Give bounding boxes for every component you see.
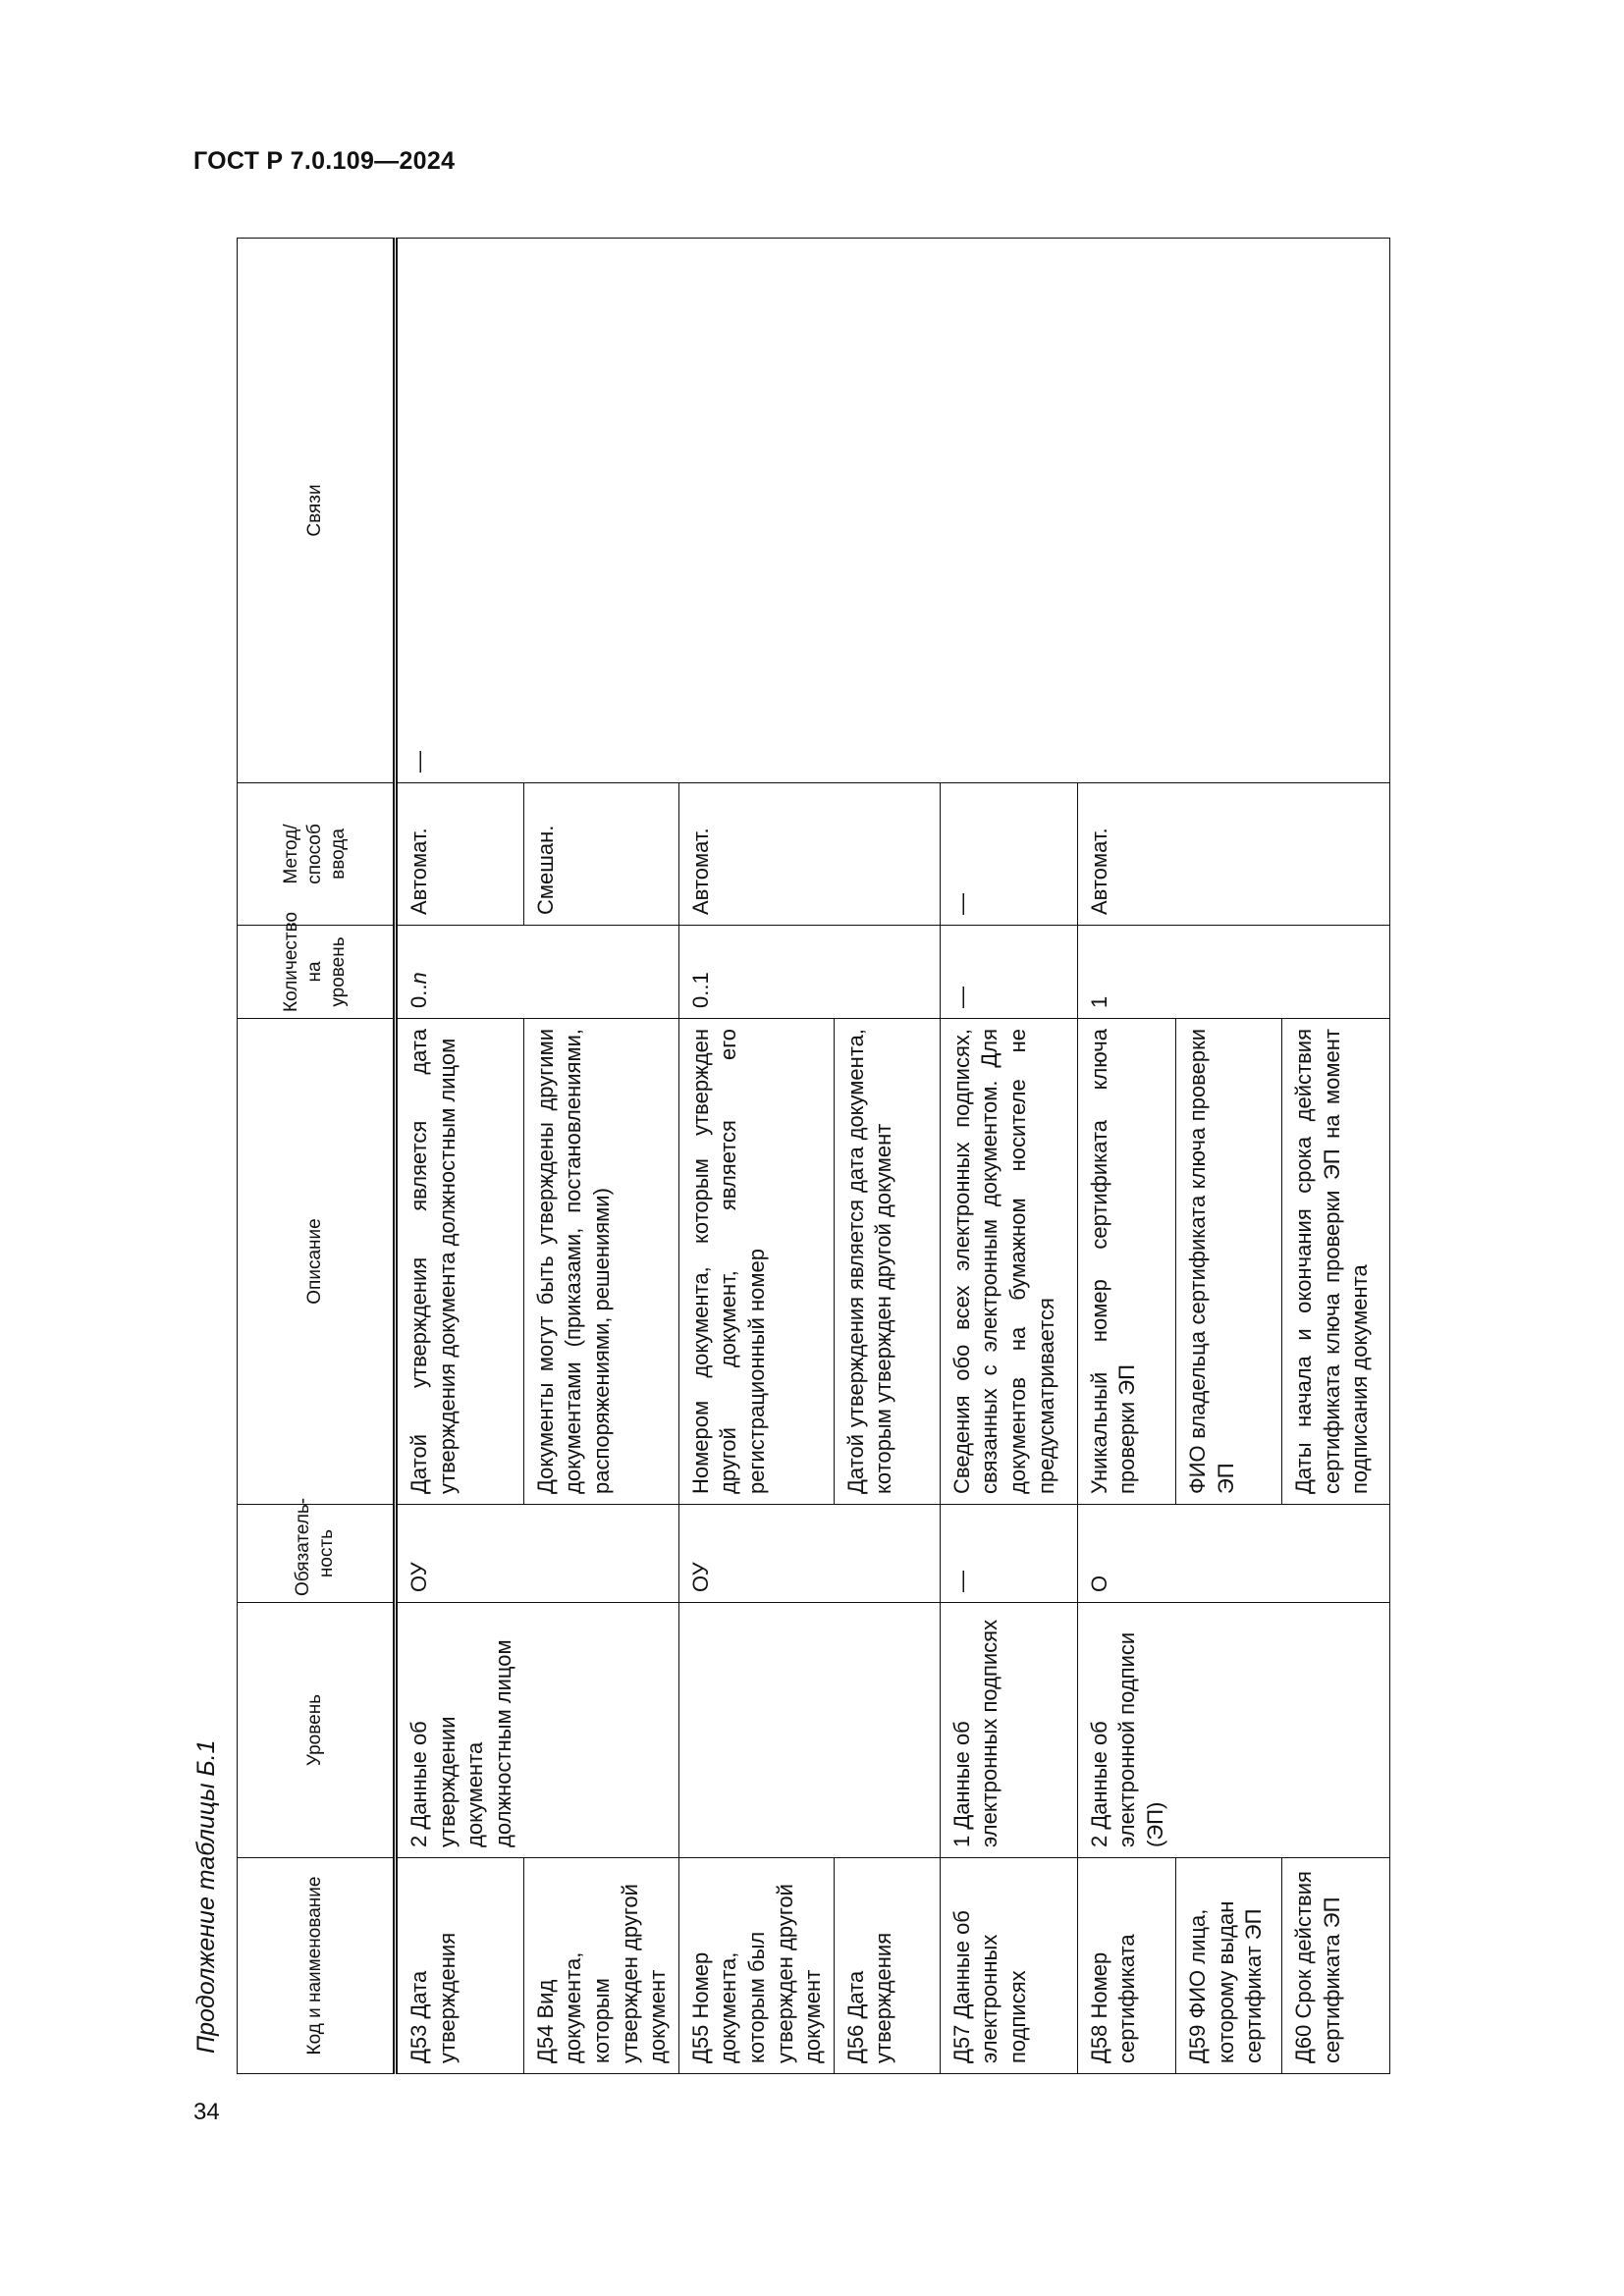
cell-method: Автомат.	[396, 783, 524, 926]
cell-code: Д59 ФИО лица, которому выдан сертификат ЭП	[1176, 1858, 1282, 2074]
table-continuation-label: Продолжение таблицы Б.1	[192, 1739, 220, 2054]
cell-obligation: —	[940, 1505, 1077, 1603]
cell-level-empty	[1282, 1603, 1390, 1858]
quantity-value: 0..n	[406, 972, 431, 1008]
table-row	[834, 239, 940, 2074]
col-header-method: Метод/ способ ввода	[238, 783, 396, 926]
cell-description: Даты начала и окончания срока действия сертификата ключа проверки ЭП на момент подписания документа	[1282, 1019, 1390, 1505]
col-header-relations: Связи	[238, 239, 396, 783]
cell-relations-empty	[940, 239, 1077, 783]
cell-level-empty	[523, 1603, 678, 1858]
cell-relations: —	[396, 239, 524, 783]
cell-description: Сведения обо всех электронных подписях, связанных с электронным документом. Для документов на бумажном носителе не предусматривается	[940, 1019, 1077, 1505]
cell-relations-empty	[1176, 239, 1282, 783]
cell-method: —	[940, 783, 1077, 926]
cell-description: Датой утверждения является дата документа, которым утвержден другой документ	[834, 1019, 940, 1505]
cell-code: Д57 Данные об электронных подписях	[940, 1858, 1077, 2074]
table-row	[1077, 239, 1175, 2074]
cell-obligation-empty	[523, 1505, 678, 1603]
cell-level-empty	[834, 1603, 940, 1858]
cell-description: Уникальный номер сертификата ключа проверки ЭП	[1077, 1019, 1175, 1505]
cell-quantity-empty	[1176, 926, 1282, 1019]
cell-relations-empty	[523, 239, 678, 783]
cell-method-empty	[834, 783, 940, 926]
cell-relations-empty	[678, 239, 834, 783]
cell-obligation: ОУ	[396, 1505, 524, 1603]
cell-obligation-empty	[1282, 1505, 1390, 1603]
cell-obligation-empty	[1176, 1505, 1282, 1603]
table-row	[1176, 239, 1282, 2074]
cell-level: 1 Данные об электронных подписях	[940, 1603, 1077, 1858]
cell-description: ФИО владельца сертификата ключа проверки ЭП	[1176, 1019, 1282, 1505]
cell-obligation-empty	[834, 1505, 940, 1603]
cell-quantity	[396, 926, 524, 1019]
cell-code: Д60 Срок действия сертификата ЭП	[1282, 1858, 1390, 2074]
cell-obligation: О	[1077, 1505, 1175, 1603]
cell-quantity: 0..1	[678, 926, 834, 1019]
cell-level-empty	[1176, 1603, 1282, 1858]
cell-description: Датой утверждения является дата утверждения документа должностным лицом	[396, 1019, 524, 1505]
cell-code: Д56 Дата утверждения	[834, 1858, 940, 2074]
page-number: 34	[193, 2099, 220, 2125]
cell-description: Документы могут быть утверждены другими документами (приказами, постановлениями, распоряжениями, решениями)	[523, 1019, 678, 1505]
cell-method: Автомат.	[1077, 783, 1175, 926]
col-header-code: Код и наименование	[238, 1858, 396, 2074]
cell-quantity: —	[940, 926, 1077, 1019]
cell-method-empty	[1282, 783, 1390, 926]
cell-quantity-empty	[834, 926, 940, 1019]
quantity-variable: n	[406, 972, 431, 985]
cell-code: Д53 Дата утверждения	[396, 1858, 524, 2074]
table-row	[1282, 239, 1390, 2074]
rotated-table-container	[237, 239, 1373, 2074]
cell-quantity-empty	[1282, 926, 1390, 1019]
cell-relations-empty	[1282, 239, 1390, 783]
cell-level: 2 Данные об утверждении документа должностным лицом	[396, 1603, 524, 1858]
table-row	[678, 239, 834, 2074]
cell-quantity: 1	[1077, 926, 1175, 1019]
metadata-table	[237, 238, 1390, 2074]
table-row	[396, 239, 524, 2074]
cell-level: 2 Данные об электронной подписи (ЭП)	[1077, 1603, 1175, 1858]
col-header-description: Описание	[238, 1019, 396, 1505]
table-row	[940, 239, 1077, 2074]
document-header: ГОСТ Р 7.0.109—2024	[193, 147, 456, 175]
col-header-level: Уровень	[238, 1603, 396, 1858]
cell-relations-empty	[1077, 239, 1175, 783]
table-header-row	[238, 239, 396, 2074]
cell-method: Автомат.	[678, 783, 834, 926]
cell-method: Смешан.	[523, 783, 678, 926]
cell-code: Д58 Номер сертификата	[1077, 1858, 1175, 2074]
cell-quantity-empty	[523, 926, 678, 1019]
cell-level-empty	[678, 1603, 834, 1858]
table-row	[523, 239, 678, 2074]
cell-obligation: ОУ	[678, 1505, 834, 1603]
cell-code: Д55 Номер документа, которым был утвержден другой документ	[678, 1858, 834, 2074]
cell-description: Номером документа, которым утвержден другой документ, является его регистрационный номер	[678, 1019, 834, 1505]
col-header-obligation: Обязатель- ность	[238, 1505, 396, 1603]
cell-code: Д54 Вид документа, которым утвержден другой документ	[523, 1858, 678, 2074]
col-header-quantity: Количество на уровень	[238, 926, 396, 1019]
cell-method-empty	[1176, 783, 1282, 926]
cell-relations-empty	[834, 239, 940, 783]
